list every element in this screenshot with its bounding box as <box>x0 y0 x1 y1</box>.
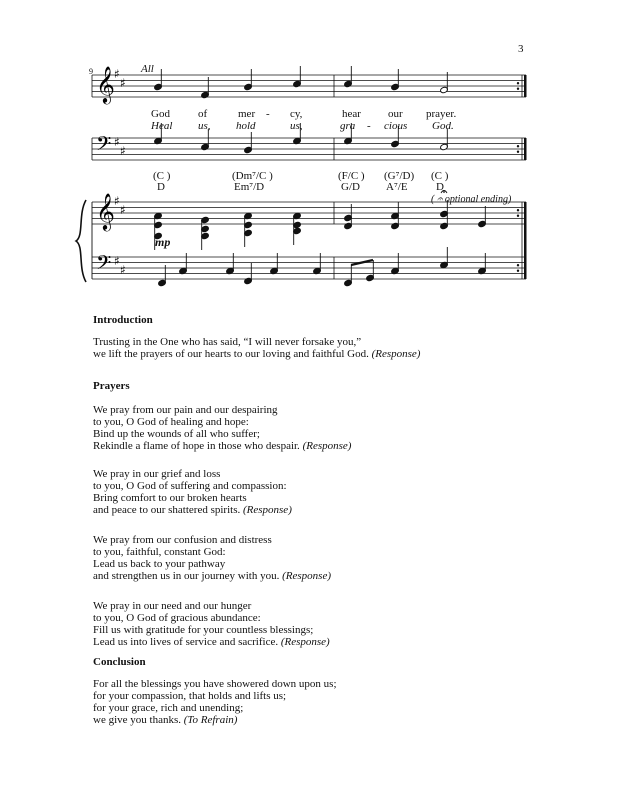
optional-ending-note: ( 𝄐 optional ending) <box>431 194 512 205</box>
text-line: Lead us into lives of service and sacrifice. (Response) <box>93 636 330 648</box>
repeat-dot <box>517 264 519 266</box>
text-line: to you, faithful, constant God: <box>93 546 226 558</box>
introduction-text <box>93 336 420 360</box>
dynamic-marking: mp <box>155 235 171 249</box>
lyric: us, <box>290 120 303 132</box>
chord-symbol: D <box>436 181 444 193</box>
text-line: for your compassion, that holds and lifts us; <box>93 690 287 702</box>
lyric: our <box>388 108 403 120</box>
grand-staff-brace <box>76 200 86 282</box>
text-line: We pray from our pain and our despairing <box>93 404 278 416</box>
final-barline <box>524 138 527 160</box>
repeat-dot <box>517 88 519 90</box>
sharp-sign: ♯ <box>114 254 120 268</box>
lyric: of <box>198 108 208 120</box>
lyric: hold <box>236 120 256 132</box>
prayer-stanza <box>93 404 351 452</box>
lyric: prayer. <box>426 108 457 120</box>
text-line: Bring comfort to our broken hearts <box>93 492 247 504</box>
lyric: hear <box>342 108 361 120</box>
text-line: We pray in our need and our hunger <box>93 600 252 612</box>
chord-symbol: G/D <box>341 181 360 193</box>
lyric: cy, <box>290 108 303 120</box>
text-line: for your grace, rich and unending; <box>93 702 244 714</box>
repeat-dot <box>517 215 519 217</box>
conclusion-heading: Conclusion <box>93 656 146 668</box>
lyric: cious <box>384 120 408 132</box>
treble-clef: 𝄞 <box>96 65 115 103</box>
chord-symbol: Em⁷/D <box>234 181 265 193</box>
chord-alt: (C ) <box>153 170 171 182</box>
sharp-sign: ♯ <box>120 144 126 158</box>
sharp-sign: ♯ <box>114 194 120 208</box>
text-line: to you, O God of healing and hope: <box>93 416 249 428</box>
sharp-sign: ♯ <box>120 76 126 90</box>
text-line: Trusting in the One who has said, “I will never forsake you,” <box>93 336 362 348</box>
chord-alt: (F/C ) <box>338 170 365 182</box>
text-line: Bind up the wounds of all who suffer; <box>93 428 260 440</box>
final-barline <box>524 75 527 97</box>
sharp-sign: ♯ <box>120 263 126 277</box>
page-number: 3 <box>518 43 524 55</box>
text-line: to you, O God of suffering and compassion: <box>93 480 287 492</box>
bass-clef: 𝄢 <box>96 251 112 279</box>
prayers-heading: Prayers <box>93 380 130 392</box>
prayer-stanza <box>93 534 331 582</box>
bass-clef: 𝄢 <box>96 132 112 160</box>
music-score <box>0 0 618 300</box>
chord-alt: (G⁷/D) <box>384 170 415 182</box>
repeat-dot <box>517 151 519 153</box>
text-line: and strengthen us in our journey with you. (Response) <box>93 570 331 582</box>
text-line: and peace to our shattered spirits. (Response) <box>93 504 292 516</box>
repeat-dot <box>517 270 519 272</box>
text-line: For all the blessings you have showered down upon us; <box>93 678 337 690</box>
prayer-stanza <box>93 468 292 516</box>
chord-alt: (C ) <box>431 170 449 182</box>
chord-symbol: A⁷/E <box>386 181 408 193</box>
text-line: We pray from our confusion and distress <box>93 534 272 546</box>
lyric: - <box>367 120 371 132</box>
lyric: God. <box>432 120 454 132</box>
lyric: Heal <box>151 120 173 132</box>
conclusion-text <box>93 678 337 726</box>
repeat-dot <box>517 209 519 211</box>
lyric: God <box>151 108 170 120</box>
lyric: us, <box>198 120 211 132</box>
sharp-sign: ♯ <box>120 203 126 217</box>
treble-clef: 𝄞 <box>96 192 115 230</box>
prayer-stanza <box>93 600 330 648</box>
text-line: we lift the prayers of our hearts to our loving and faithful God. (Response) <box>93 348 421 360</box>
final-barline <box>524 202 527 279</box>
measure-number: 9 <box>89 67 93 76</box>
text-line: We pray in our grief and loss <box>93 468 221 480</box>
repeat-dot <box>517 145 519 147</box>
introduction-heading: Introduction <box>93 314 153 326</box>
chord-alt: (Dm⁷/C ) <box>232 170 273 182</box>
text-line: Rekindle a flame of hope in those who despair. (Response) <box>93 440 352 452</box>
voice-label: All <box>141 63 154 75</box>
lyric: mer <box>238 108 256 120</box>
lyric: - <box>266 108 270 120</box>
repeat-dot <box>517 82 519 84</box>
lyric: gra <box>340 120 356 132</box>
chord-symbol: D <box>157 181 165 193</box>
text-line: Lead us back to your pathway <box>93 558 226 570</box>
sharp-sign: ♯ <box>114 135 120 149</box>
text-line: Fill us with gratitude for your countless blessings; <box>93 624 314 636</box>
text-line: to you, O God of gracious abundance: <box>93 612 261 624</box>
text-line: we give you thanks. (To Refrain) <box>93 714 238 726</box>
sharp-sign: ♯ <box>114 67 120 81</box>
